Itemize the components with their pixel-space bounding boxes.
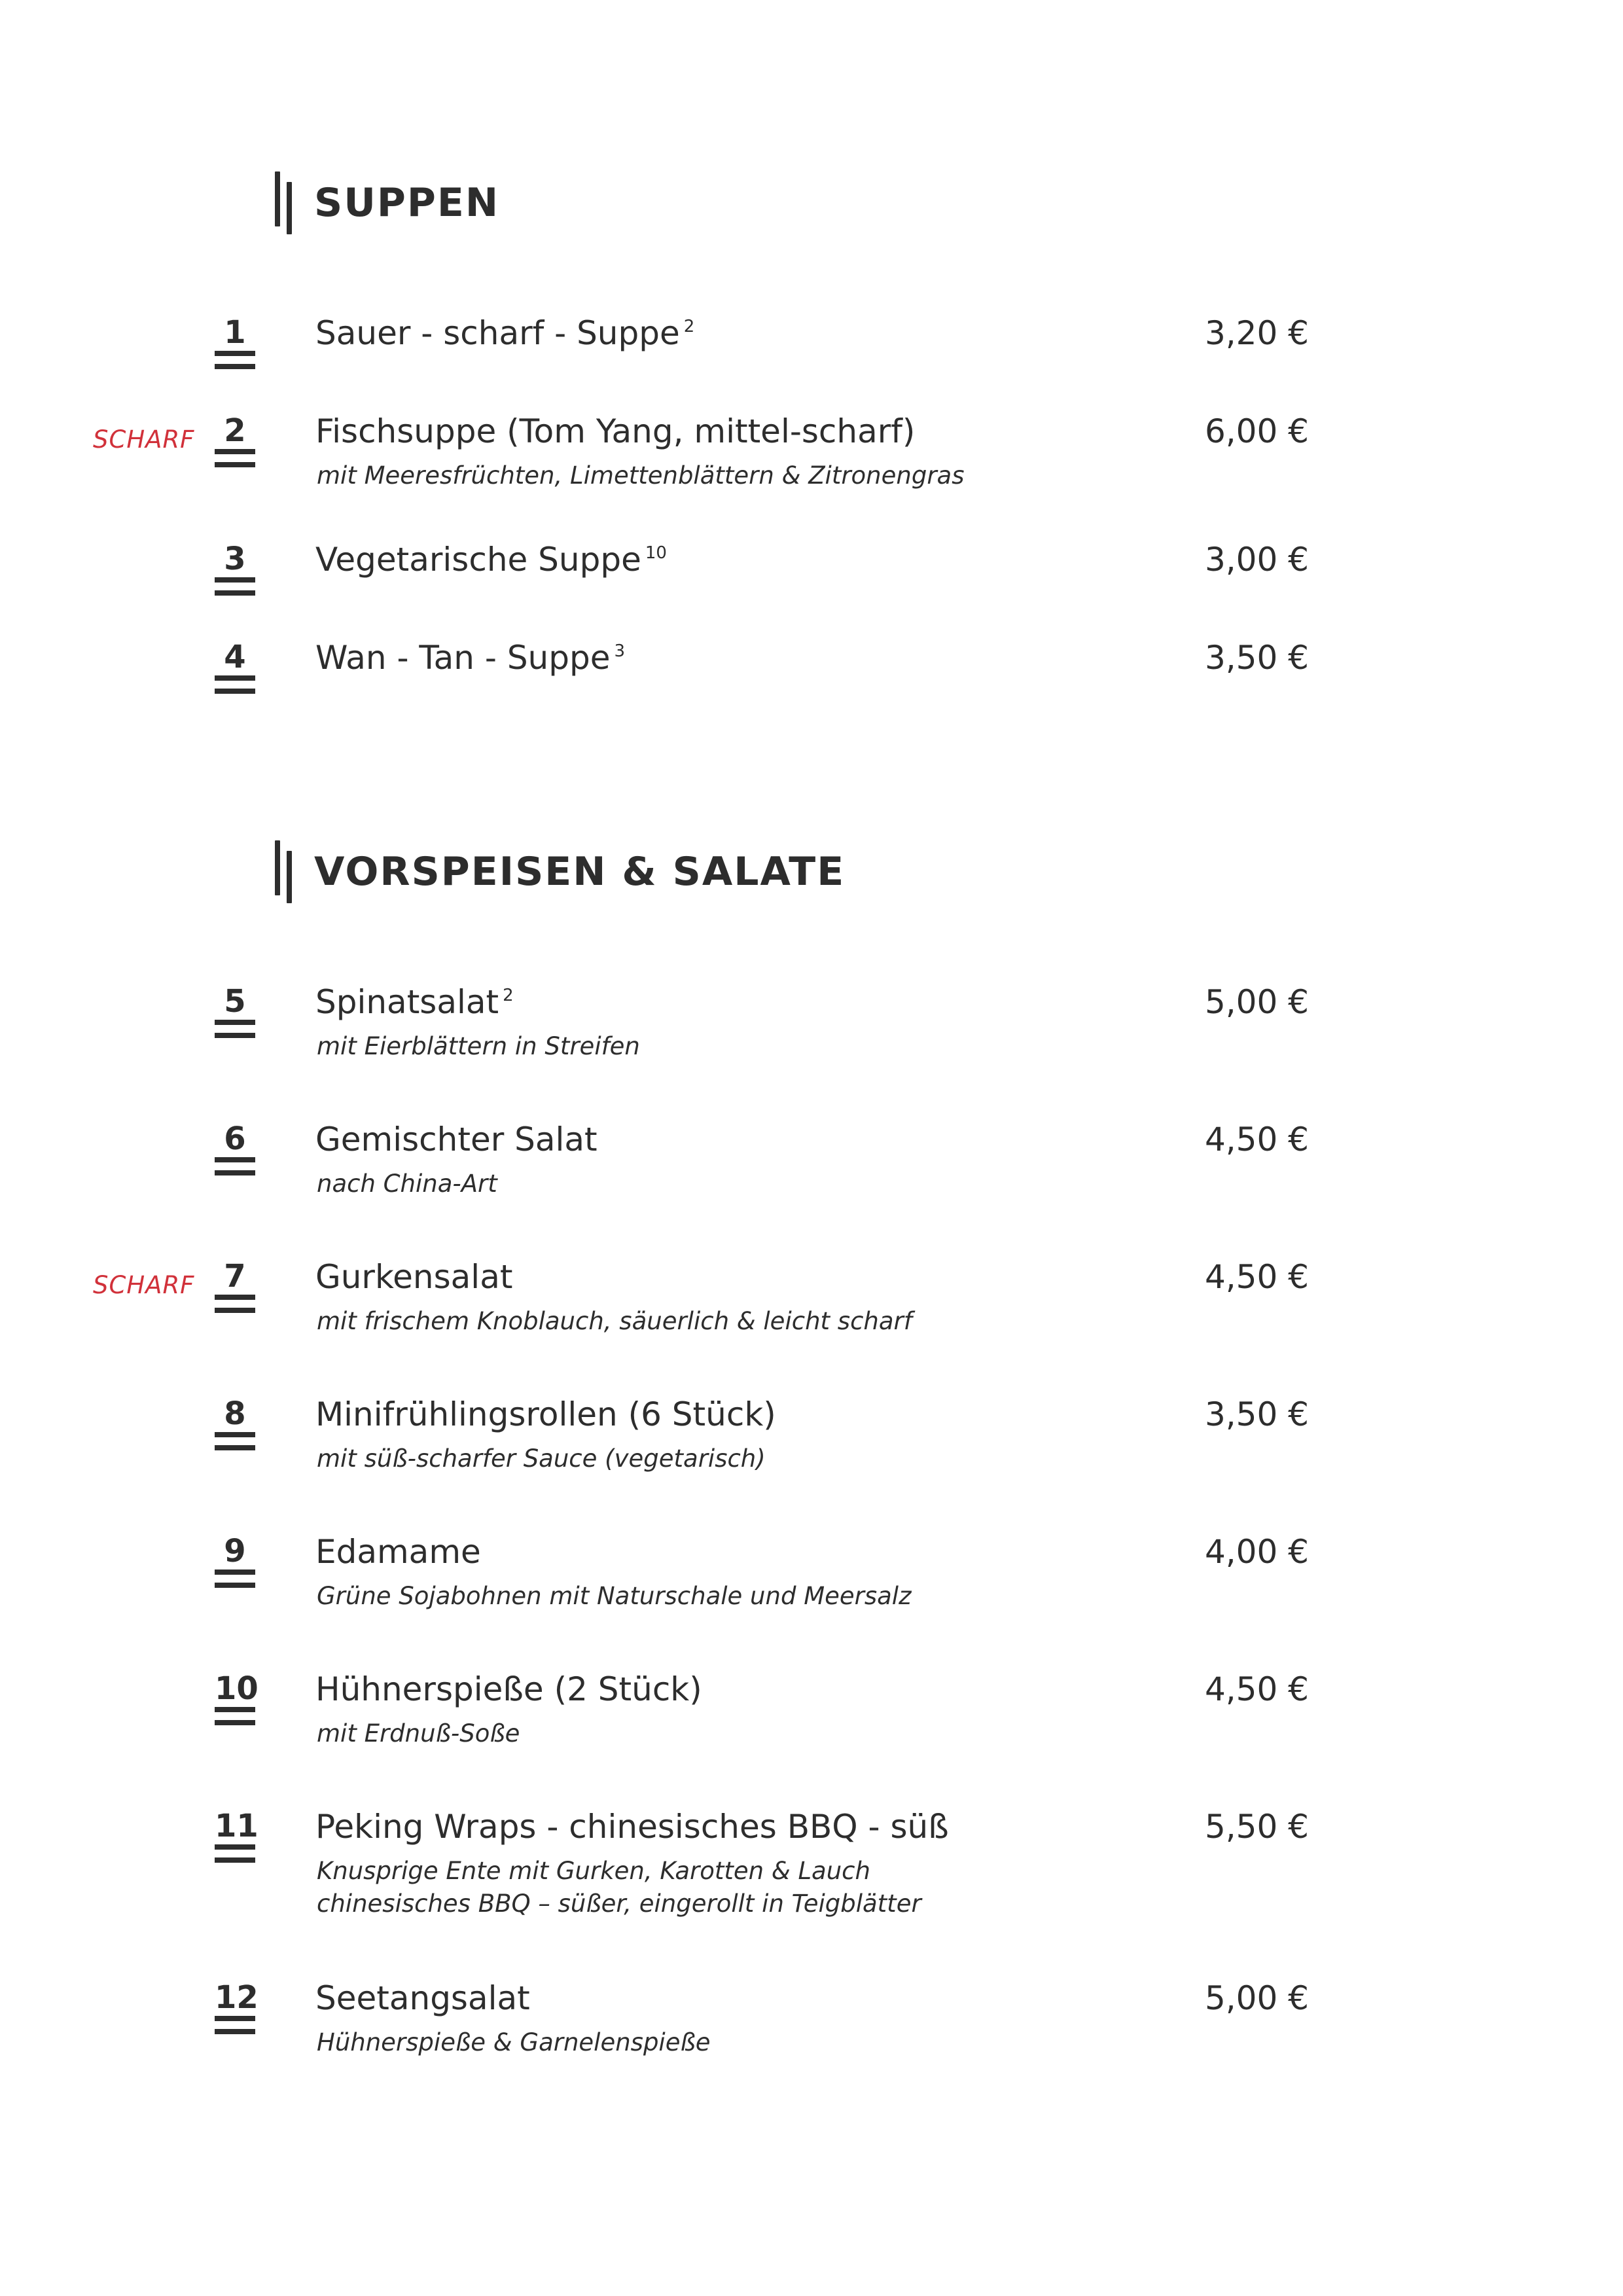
number-underline — [215, 1295, 255, 1300]
menu-item — [0, 1533, 1623, 1631]
number-underline — [215, 1707, 255, 1712]
item-name: Peking Wraps - chinesisches BBQ - süß — [315, 1808, 949, 1846]
scharf-tag: SCHARF — [93, 1271, 195, 1299]
number-underline — [215, 590, 255, 596]
section-bars-icon — [275, 840, 293, 903]
item-description: mit frischem Knoblauch, säuerlich & leicht scharf — [317, 1307, 912, 1335]
item-price: 5,50 € — [1204, 1808, 1309, 1846]
menu-item — [0, 1258, 1623, 1356]
item-price: 4,00 € — [1204, 1533, 1309, 1571]
number-underline — [215, 1020, 255, 1025]
number-underline — [215, 1857, 255, 1863]
allergen-note: 2 — [503, 986, 514, 1005]
item-price: 3,50 € — [1204, 639, 1309, 677]
number-underline — [215, 1445, 255, 1450]
item-name: Seetangsalat — [315, 1979, 530, 2017]
item-price: 3,50 € — [1204, 1395, 1309, 1433]
item-price: 4,50 € — [1204, 1258, 1309, 1296]
item-price: 6,00 € — [1204, 412, 1309, 450]
item-name: Gurkensalat — [315, 1258, 513, 1296]
number-underline — [215, 1583, 255, 1588]
number-underline — [215, 2029, 255, 2034]
number-underline — [215, 1157, 255, 1162]
item-name: Gemischter Salat — [315, 1121, 597, 1158]
item-price: 4,50 € — [1204, 1670, 1309, 1708]
section-header-vorspeisen — [275, 840, 845, 903]
item-description: nach China-Art — [317, 1170, 497, 1198]
item-name: Minifrühlingsrollen (6 Stück) — [315, 1395, 776, 1433]
item-description-line: Knusprige Ente mit Gurken, Karotten & Lauch — [317, 1857, 870, 1885]
item-description-line: chinesisches BBQ – süßer, eingerollt in Teigblätter — [317, 1890, 921, 1918]
item-description: Grüne Sojabohnen mit Naturschale und Meersalz — [317, 1582, 912, 1610]
item-name: Fischsuppe (Tom Yang, mittel-scharf) — [315, 412, 916, 450]
number-underline — [215, 1720, 255, 1725]
menu-item — [0, 412, 1623, 511]
allergen-note: 2 — [683, 317, 695, 336]
item-name: Edamame — [315, 1533, 481, 1571]
number-underline — [215, 2016, 255, 2021]
menu-item — [0, 1979, 1623, 2077]
menu-item — [0, 541, 1623, 639]
menu-item — [0, 639, 1623, 737]
item-description: Hühnerspieße & Garnelenspieße — [317, 2028, 711, 2056]
allergen-note: 3 — [614, 641, 626, 661]
item-description — [317, 1855, 921, 1920]
section-title: VORSPEISEN & SALATE — [314, 849, 846, 895]
item-number: 9 — [224, 1533, 246, 1570]
number-underline — [215, 351, 255, 356]
item-number: 7 — [224, 1258, 246, 1295]
item-number: 4 — [224, 639, 246, 675]
item-description: mit Erdnuß-Soße — [317, 1719, 520, 1748]
item-description: mit Meeresfrüchten, Limettenblättern & Zitronengras — [317, 461, 965, 490]
number-underline — [215, 1033, 255, 1038]
item-price: 5,00 € — [1204, 983, 1309, 1021]
number-underline — [215, 1844, 255, 1850]
item-number: 8 — [224, 1395, 246, 1432]
item-number: 11 — [215, 1808, 259, 1844]
number-underline — [215, 449, 255, 454]
scharf-tag: SCHARF — [93, 425, 195, 454]
item-name: Vegetarische Suppe $^{10}$ — [315, 541, 667, 579]
menu-item — [0, 1670, 1623, 1768]
menu-item — [0, 1395, 1623, 1494]
number-underline — [215, 577, 255, 583]
item-number: 6 — [224, 1121, 246, 1157]
section-header-suppen — [275, 171, 499, 234]
item-number: 2 — [224, 412, 246, 449]
item-name: Wan - Tan - Suppe $^3$ — [315, 639, 626, 677]
number-underline — [215, 675, 255, 681]
item-number: 5 — [224, 983, 246, 1020]
number-underline — [215, 1170, 255, 1175]
number-underline — [215, 689, 255, 694]
allergen-note: 10 — [645, 543, 667, 563]
menu-item — [0, 1808, 1623, 1945]
menu-item — [0, 314, 1623, 412]
item-name: Spinatsalat $^2$ — [315, 983, 514, 1021]
item-name: Sauer - scharf - Suppe $^2$ — [315, 314, 695, 352]
section-title: SUPPEN — [314, 180, 500, 226]
section-bars-icon — [275, 171, 293, 234]
number-underline — [215, 1308, 255, 1313]
item-number: 1 — [224, 314, 246, 351]
item-price: 5,00 € — [1204, 1979, 1309, 2017]
item-number: 12 — [215, 1979, 259, 2016]
item-name: Hühnerspieße (2 Stück) — [315, 1670, 702, 1708]
item-description: mit süß-scharfer Sauce (vegetarisch) — [317, 1444, 766, 1473]
number-underline — [215, 1570, 255, 1575]
menu-item — [0, 983, 1623, 1081]
number-underline — [215, 364, 255, 369]
number-underline — [215, 1432, 255, 1437]
item-number: 3 — [224, 541, 246, 577]
item-number: 10 — [215, 1670, 259, 1707]
menu-item — [0, 1121, 1623, 1219]
item-description: mit Eierblättern in Streifen — [317, 1032, 640, 1060]
item-price: 4,50 € — [1204, 1121, 1309, 1158]
item-price: 3,00 € — [1204, 541, 1309, 579]
number-underline — [215, 462, 255, 467]
item-price: 3,20 € — [1204, 314, 1309, 352]
